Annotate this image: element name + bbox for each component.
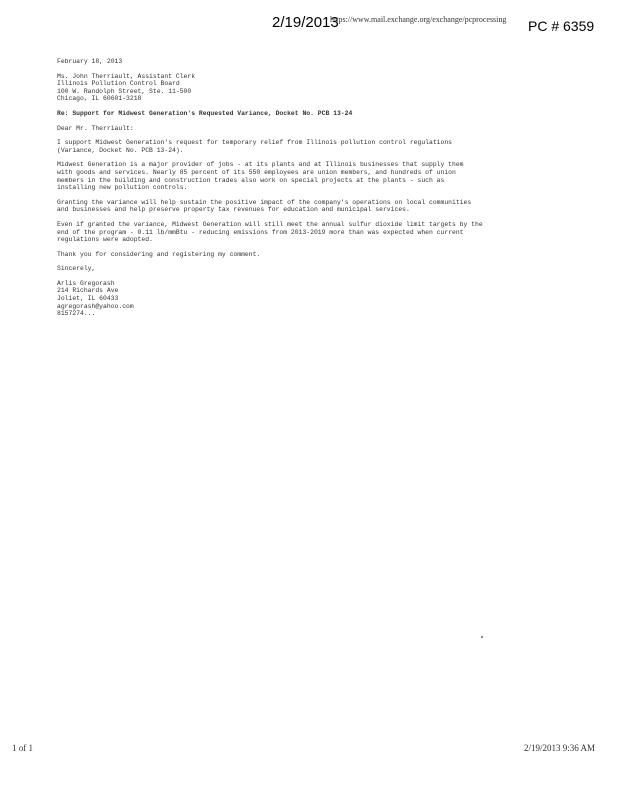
recipient-line: Ms. John Therriault, Assistant Clerk <box>57 72 196 80</box>
paragraph-line: installing new pollution controls. <box>57 184 188 192</box>
paragraph-line: Granting the variance will help sustain the positive impact of the company's operations on local communities <box>57 198 472 206</box>
recipient-line: Chicago, IL 60601-3218 <box>57 95 142 103</box>
paragraph-line: with goods and services. Nearly 85 percent of its 550 employees are union members, and hundreds of union <box>57 168 456 176</box>
recipient-line: Illinois Pollution Control Board <box>57 80 180 88</box>
paragraph-line: Midwest Generation is a major provider of jobs - at its plants and at Illinois businesses that supply them <box>57 161 464 169</box>
subject-line: Re: Support for Midwest Generation's Requested Variance, Docket No. PCB 13-24 <box>57 109 353 117</box>
page-count: 1 of 1 <box>12 743 33 753</box>
paragraph-line: and businesses and help preserve property tax revenues for education and municipal services. <box>57 206 410 214</box>
signature-line: Arlis Gregorash <box>57 279 115 287</box>
paragraph-2 <box>57 161 557 191</box>
paragraph-1 <box>57 139 557 154</box>
print-timestamp: 2/19/2013 9:36 AM <box>524 743 596 753</box>
pc-number-stamp: PC # 6359 <box>528 18 595 34</box>
paragraph-3 <box>57 199 557 214</box>
signature-line: Joliet, IL 60433 <box>57 295 119 303</box>
paragraph-line: (Variance, Docket No. PCB 13-24). <box>57 146 184 154</box>
closing: Sincerely, <box>57 265 96 273</box>
paragraph-line: I support Midwest Generation's request for temporary relief from Illinois pollution control regulations <box>57 139 453 147</box>
paragraph-line: Thank you for considering and registering my comment. <box>57 250 261 258</box>
paragraph-4 <box>57 221 557 244</box>
scan-speck <box>481 636 483 638</box>
signature-line: 8157274... <box>57 310 96 318</box>
paragraph-line: regulations were adopted. <box>57 236 153 244</box>
salutation: Dear Mr. Therriault: <box>57 124 134 132</box>
signature-line: agregorash@yahoo.com <box>57 302 134 310</box>
signature-block <box>57 280 557 318</box>
paragraph-line: Even if granted the variance, Midwest Generation will still meet the annual sulfur dioxide limit targets by the <box>57 220 483 228</box>
paragraph-line: members in the building and construction trades also work on special projects at the plants - such as <box>57 176 445 184</box>
recipient-address <box>57 73 557 103</box>
signature-line: 214 Richards Ave <box>57 287 119 295</box>
paragraph-5 <box>57 251 557 259</box>
paragraph-line: end of the program - 0.11 lb/mmBtu - reducing emissions from 2013-2019 more than was expected when current <box>57 228 464 236</box>
recipient-line: 100 W. Randolph Street, Ste. 11-500 <box>57 87 192 95</box>
letter-body <box>57 58 557 325</box>
letter-date: February 18, 2013 <box>57 58 123 65</box>
source-url: https://www.mail.exchange.org/exchange/pcprocessing <box>330 15 507 24</box>
received-date-stamp: 2/19/2013 <box>272 14 339 31</box>
